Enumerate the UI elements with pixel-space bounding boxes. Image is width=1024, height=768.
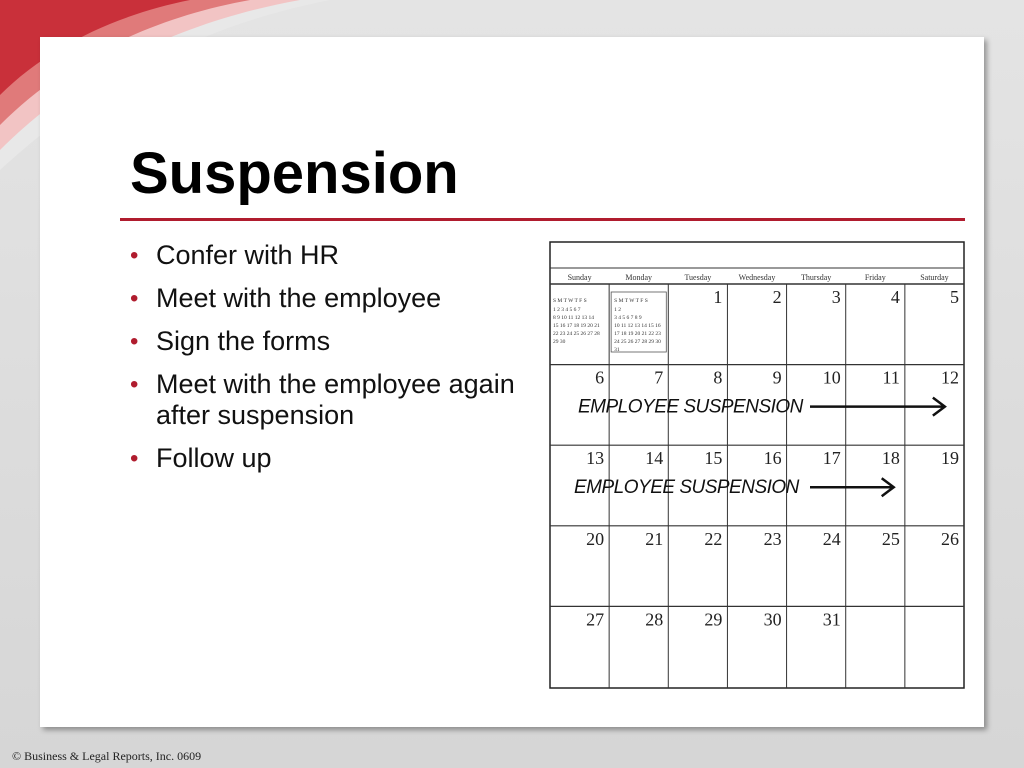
- day-number: 29: [704, 609, 723, 630]
- weekday-label: Tuesday: [684, 273, 712, 282]
- mini-calendar-row: 29 30: [553, 339, 566, 345]
- bullet-text: Meet with the employee: [156, 283, 442, 313]
- day-number: 4: [890, 287, 900, 307]
- mini-calendar-row: 1 2 3 4 5 6 7: [553, 307, 581, 313]
- mini-calendar-row: 3 4 5 6 7 8 9: [614, 315, 642, 321]
- day-number: 12: [941, 367, 959, 388]
- day-number: 6: [595, 367, 605, 388]
- copyright-footer: © Business & Legal Reports, Inc. 0609: [12, 749, 202, 763]
- day-number: 7: [654, 367, 664, 388]
- mini-calendar-row: 24 25 26 27 28 29 30: [614, 339, 661, 345]
- day-number: 31: [822, 609, 841, 630]
- slide-title: Suspension: [130, 141, 459, 206]
- day-number: 21: [645, 528, 664, 549]
- title-divider: [120, 218, 965, 221]
- weekday-label: Wednesday: [738, 273, 776, 282]
- mini-calendar-row: 1 2: [614, 307, 622, 313]
- bullet-item: [130, 443, 530, 474]
- day-number: 16: [763, 448, 782, 469]
- mini-calendar-row: 8 9 10 11 12 13 14: [553, 315, 595, 321]
- day-number: 18: [881, 448, 900, 469]
- bullet-item: [130, 283, 530, 314]
- bullet-list: [130, 240, 530, 486]
- suspension-annotation: EMPLOYEE SUSPENSION: [574, 477, 799, 499]
- day-number: 9: [772, 367, 782, 388]
- bullet-icon: •: [130, 242, 139, 269]
- bullet-item: [130, 326, 530, 357]
- calendar-image: [548, 240, 966, 690]
- weekday-label: Thursday: [801, 273, 832, 282]
- mini-calendar-row: 17 18 19 20 21 22 23: [614, 331, 661, 337]
- day-number: 14: [645, 448, 664, 469]
- day-number: 19: [941, 448, 959, 469]
- calendar-border: [550, 242, 964, 688]
- bullet-item: [130, 240, 530, 271]
- weekday-label: Friday: [864, 273, 886, 282]
- mini-calendar-row: 10 11 12 13 14 15 16: [614, 323, 661, 329]
- bullet-text: Sign the forms: [156, 326, 331, 356]
- day-number: 15: [704, 448, 723, 469]
- weekday-label: Monday: [625, 273, 653, 282]
- day-number: 3: [831, 287, 841, 307]
- day-number: 20: [586, 528, 605, 549]
- day-number: 27: [586, 609, 605, 630]
- bullet-item: [130, 369, 530, 431]
- bullet-icon: •: [130, 328, 139, 355]
- mini-calendar-row: 31: [614, 347, 620, 353]
- suspension-annotation: EMPLOYEE SUSPENSION: [578, 396, 803, 418]
- day-number: 28: [645, 609, 664, 630]
- mini-calendar-header: S M T W T F S: [553, 298, 587, 304]
- day-number: 5: [950, 287, 959, 307]
- mini-calendar-header: S M T W T F S: [614, 298, 648, 304]
- weekday-label: Sunday: [567, 273, 592, 282]
- day-number: 2: [772, 287, 782, 307]
- day-number: 13: [586, 448, 605, 469]
- day-number: 11: [882, 367, 900, 388]
- bullet-text: Meet with the employee again after suspension: [156, 369, 515, 430]
- bullet-text: Confer with HR: [156, 240, 340, 270]
- day-number: 24: [822, 528, 841, 549]
- day-number: 30: [763, 609, 782, 630]
- day-number: 17: [822, 448, 841, 469]
- day-number: 25: [881, 528, 900, 549]
- day-number: 22: [704, 528, 723, 549]
- weekday-label: Saturday: [920, 273, 949, 282]
- day-number: 10: [822, 367, 841, 388]
- day-number: 8: [713, 367, 723, 388]
- day-number: 23: [763, 528, 782, 549]
- bullet-icon: •: [130, 445, 139, 472]
- mini-calendar-row: 22 23 24 25 26 27 28: [553, 331, 600, 337]
- day-number: 1: [713, 287, 723, 307]
- bullet-icon: •: [130, 285, 139, 312]
- day-number: 26: [941, 528, 959, 549]
- bullet-icon: •: [130, 371, 139, 398]
- mini-calendar-row: 15 16 17 18 19 20 21: [553, 323, 600, 329]
- bullet-text: Follow up: [156, 443, 272, 473]
